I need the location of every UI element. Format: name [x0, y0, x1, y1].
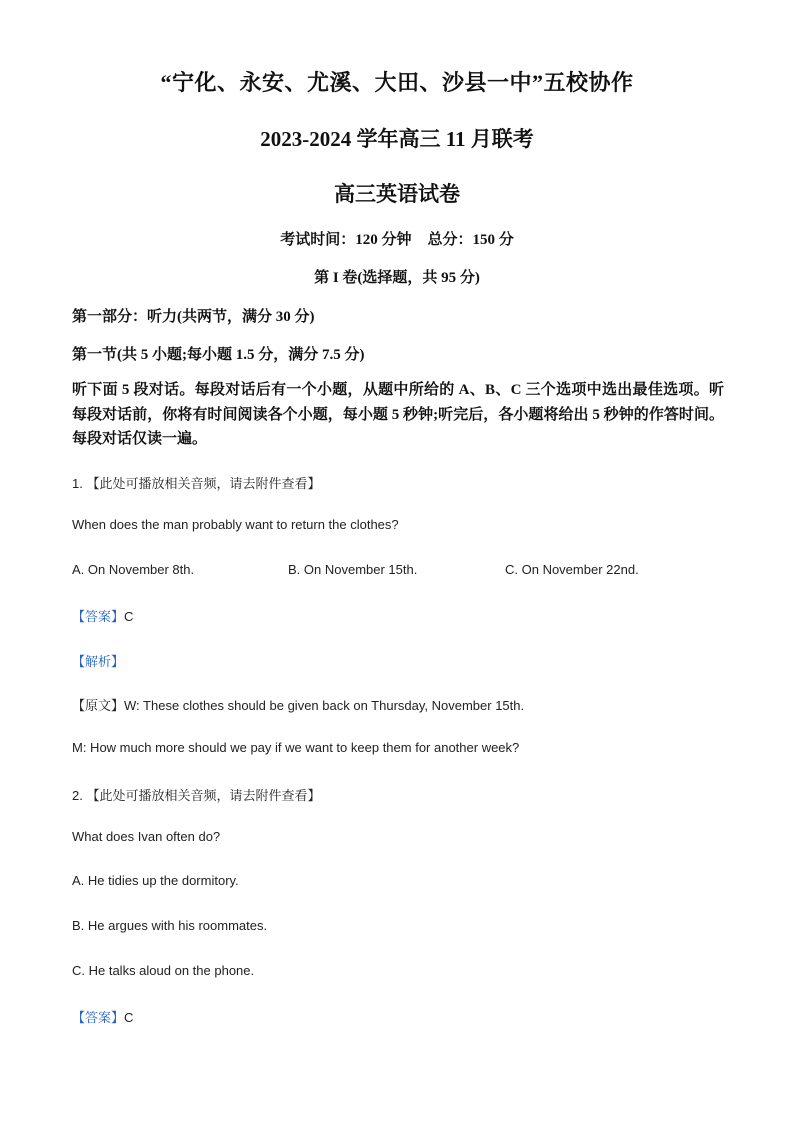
question-1-audio-note[interactable]: 【此处可播放相关音频，请去附件查看】: [86, 476, 321, 491]
listening-instructions: 听下面 5 段对话。每段对话后有一个小题，从题中所给的 A、B、C 三个选项中选出最佳选项。听每段对话前，你将有时间阅读各个小题，每小题 5 秒钟;听完后，各小题将给出 5 秒钟的作答时间。每段对话仅读一遍。: [72, 382, 724, 447]
answer-tag: 【答案】: [72, 609, 125, 624]
answer-tag: 【答案】: [72, 1010, 125, 1025]
question-2-text: What does Ivan often do?: [72, 829, 221, 844]
question-1-text: When does the man probably want to return the clothes?: [72, 517, 399, 532]
question-2-option-c: C. He talks aloud on the phone.: [72, 963, 255, 978]
exam-time: 考试时间：120 分钟: [280, 232, 412, 248]
question-1-option-c: C. On November 22nd.: [505, 562, 639, 577]
question-1-transcript-m: M: How much more should we pay if we want to keep them for another week?: [72, 740, 520, 755]
question-2-number: 2.: [72, 788, 83, 803]
part1-heading: 第一部分：听力(共两节，满分 30 分): [72, 309, 315, 325]
question-1-option-a: A. On November 8th.: [72, 562, 195, 577]
answer-value: C: [124, 1010, 134, 1025]
exam-meta: [0, 228, 794, 249]
title-exam-year: 2023-2024 学年高三 11 月联考: [260, 127, 534, 151]
title-subject: 高三英语试卷: [334, 182, 460, 206]
transcript-tag: 【原文】: [72, 698, 125, 713]
question-2-option-b: B. He argues with his roommates.: [72, 918, 268, 933]
question-1-transcript-w: [72, 695, 524, 714]
question-2-audio-note[interactable]: 【此处可播放相关音频，请去附件查看】: [86, 788, 321, 803]
question-2-audio-line: [72, 785, 320, 804]
volume-heading: 第 I 卷(选择题，共 95 分): [314, 270, 480, 286]
analysis-tag: 【解析】: [72, 654, 125, 669]
question-1-audio-line: [72, 473, 320, 492]
question-2-answer: [72, 1007, 133, 1026]
question-1-number: 1.: [72, 476, 83, 491]
question-1-analysis: [72, 651, 124, 670]
section1-heading: 第一节(共 5 小题;每小题 1.5 分，满分 7.5 分): [72, 347, 365, 363]
answer-value: C: [124, 609, 134, 624]
question-1-answer: [72, 606, 133, 625]
title-schools: “宁化、永安、尤溪、大田、沙县一中”五校协作: [160, 70, 634, 95]
question-1-option-b: B. On November 15th.: [288, 562, 418, 577]
transcript-line-1: W: These clothes should be given back on Thursday, November 15th.: [124, 698, 525, 713]
total-score: 总分：150 分: [427, 232, 514, 248]
question-2-option-a: A. He tidies up the dormitory.: [72, 873, 239, 888]
